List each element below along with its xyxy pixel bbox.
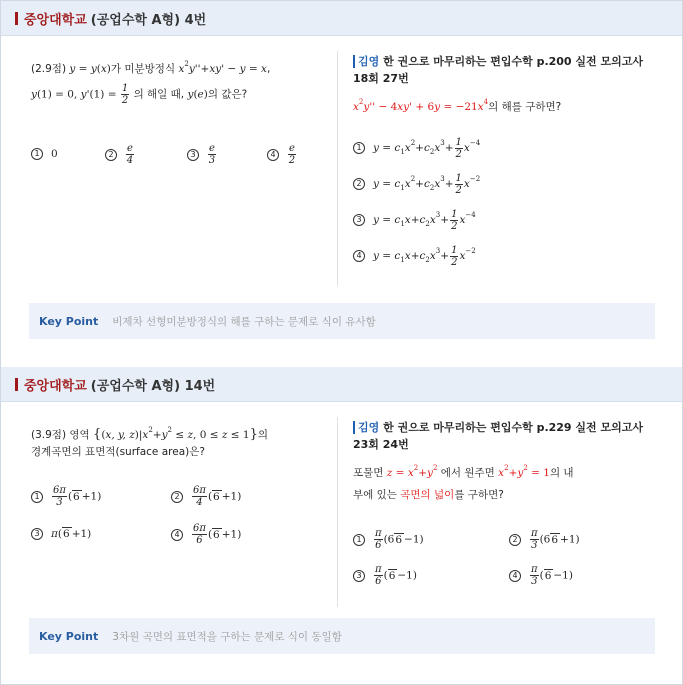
question-text-3: 경계곡면의 표면적(surface area)은?	[31, 446, 205, 458]
section-question-4	[1, 1, 682, 361]
question-line-1: (3.9점) 영역 {(x, y, $z)|x^2+y^2 \le z$, 0 ≤ z ≤ 1}의	[31, 426, 269, 442]
reference-title	[353, 53, 658, 87]
column-divider	[337, 51, 338, 286]
number-2-icon: 2	[353, 178, 365, 190]
option-3[interactable]: 3 $\frac{e}{3}$	[187, 143, 217, 166]
number-4-icon: 4	[353, 250, 365, 262]
reference-question-line-1: 포물면 $z = x^2+y^2$ 에서 원주면 $x^2+y^2 = 1$의 내	[353, 464, 574, 479]
number-1-icon: 1	[31, 491, 43, 503]
ref-option-1[interactable]: 1 $y = c_1x^2+c_2x^3+$ $\frac{1}{2}$ $x^{-4}$	[353, 132, 658, 168]
question-text-3: 의 값은?	[207, 88, 248, 101]
question-points: (3.9점)	[31, 429, 67, 441]
exam-label: (공업수학 A형) 4번	[90, 12, 207, 28]
column-divider	[337, 417, 338, 607]
question-text-2: 의	[257, 429, 269, 441]
reference-panel	[353, 53, 658, 276]
question-text-1: 가 미분방정식	[110, 63, 176, 75]
number-1-icon: 1	[353, 534, 365, 546]
ref-option-4[interactable]: 4 $\frac{\pi}{3}$ (6 −1)	[509, 564, 573, 587]
option-1[interactable]: 1 $\frac{6\pi}{3}$ (6 +1)	[31, 485, 101, 508]
header-bar-icon	[15, 378, 18, 391]
number-3-icon: 3	[187, 149, 199, 161]
ref-option-1[interactable]: 1 $\frac{\pi}{6}$ (66 −1)	[353, 528, 424, 551]
reference-book: 한 권으로 마무리하는 편입수학 p.200 실전 모의고사 18회 27번	[353, 55, 643, 85]
number-2-icon: 2	[105, 149, 117, 161]
reference-options	[353, 132, 658, 276]
question-line-1: (2.9점) y = y(x)가 미분방정식 $x^2y''+xy' - y = x$,	[31, 60, 271, 75]
ref-option-2[interactable]: 2 $\frac{\pi}{3}$ (66 +1)	[509, 528, 580, 551]
key-point-box	[29, 303, 655, 339]
university-name: 중앙대학교	[24, 378, 87, 394]
ref-option-2[interactable]: 2 $y = c_1x^2+c_2x^3+$ $\frac{1}{2}$ $x^{-2}$	[353, 168, 658, 204]
question-text-1: 영역	[69, 429, 90, 441]
question-points: (2.9점)	[31, 63, 67, 75]
number-3-icon: 3	[353, 570, 365, 582]
key-point-text: 3차원 곡면의 표면적을 구하는 문제로 식이 동일함	[112, 630, 342, 643]
exam-label: (공업수학 A형) 14번	[90, 378, 216, 394]
question-line-2: y(1) = 0, y'(1) = $\frac{1}{2}$ 의 해일 때, y(e)의 값은?	[31, 83, 248, 106]
number-3-icon: 3	[353, 214, 365, 226]
number-1-icon: 1	[353, 142, 365, 154]
number-3-icon: 3	[31, 528, 43, 540]
key-point-label: Key Point	[39, 629, 99, 643]
ref-option-3[interactable]: 3 $y = c_1x+c_2x^3+$ $\frac{1}{2}$ $x^{-4}$	[353, 204, 658, 240]
header-bar-icon	[15, 12, 18, 25]
option-4[interactable]: 4 $\frac{6\pi}{6}$ (6 +1)	[171, 523, 241, 546]
highlighted-phrase: 곡면의 넓이	[400, 489, 455, 501]
reference-title	[353, 419, 658, 453]
option-2[interactable]: 2 $\frac{e}{4}$	[105, 143, 135, 166]
ref-option-4[interactable]: 4 $y = c_1x+c_2x^3+$ $\frac{1}{2}$ $x^{-2}$	[353, 240, 658, 276]
section-question-14	[1, 367, 682, 683]
section-header	[1, 1, 682, 36]
option-1[interactable]: 1 0	[31, 143, 58, 165]
key-point-label: Key Point	[39, 314, 99, 328]
option-2[interactable]: 2 $\frac{6\pi}{4}$ (6 +1)	[171, 485, 241, 508]
section-header	[1, 367, 682, 402]
reference-author: 김영	[353, 55, 379, 68]
key-point-box	[29, 618, 655, 654]
reference-book: 한 권으로 마무리하는 편입수학 p.229 실전 모의고사 23회 24번	[353, 421, 643, 451]
university-name: 중앙대학교	[24, 12, 87, 28]
reference-question-line-2: 부에 있는 곡면의 넓이를 구하면?	[353, 489, 504, 501]
number-4-icon: 4	[267, 149, 279, 161]
options-row-2	[31, 523, 321, 553]
number-2-icon: 2	[509, 534, 521, 546]
reference-panel	[353, 419, 658, 608]
number-2-icon: 2	[171, 491, 183, 503]
reference-question: $x^2y'' - 4xy' + 6y = -21x^4$의 해를 구하면?	[353, 98, 562, 113]
number-1-icon: 1	[31, 148, 43, 160]
question-line-2	[31, 441, 205, 463]
reference-question-text: 의 해를 구하면?	[488, 101, 562, 113]
reference-options	[353, 528, 658, 608]
number-4-icon: 4	[171, 529, 183, 541]
reference-author: 김영	[353, 421, 379, 434]
number-4-icon: 4	[509, 570, 521, 582]
options-row-1	[31, 485, 321, 515]
option-3[interactable]: 3 π(6 +1)	[31, 523, 91, 545]
option-4[interactable]: 4 $\frac{e}{2}$	[267, 143, 297, 166]
ref-option-3[interactable]: 3 $\frac{\pi}{6}$ (6 −1)	[353, 564, 417, 587]
key-point-text: 비제차 선형미분방정식의 해를 구하는 문제로 식이 유사함	[112, 315, 376, 328]
question-text-2: 의 해일 때,	[133, 88, 185, 101]
